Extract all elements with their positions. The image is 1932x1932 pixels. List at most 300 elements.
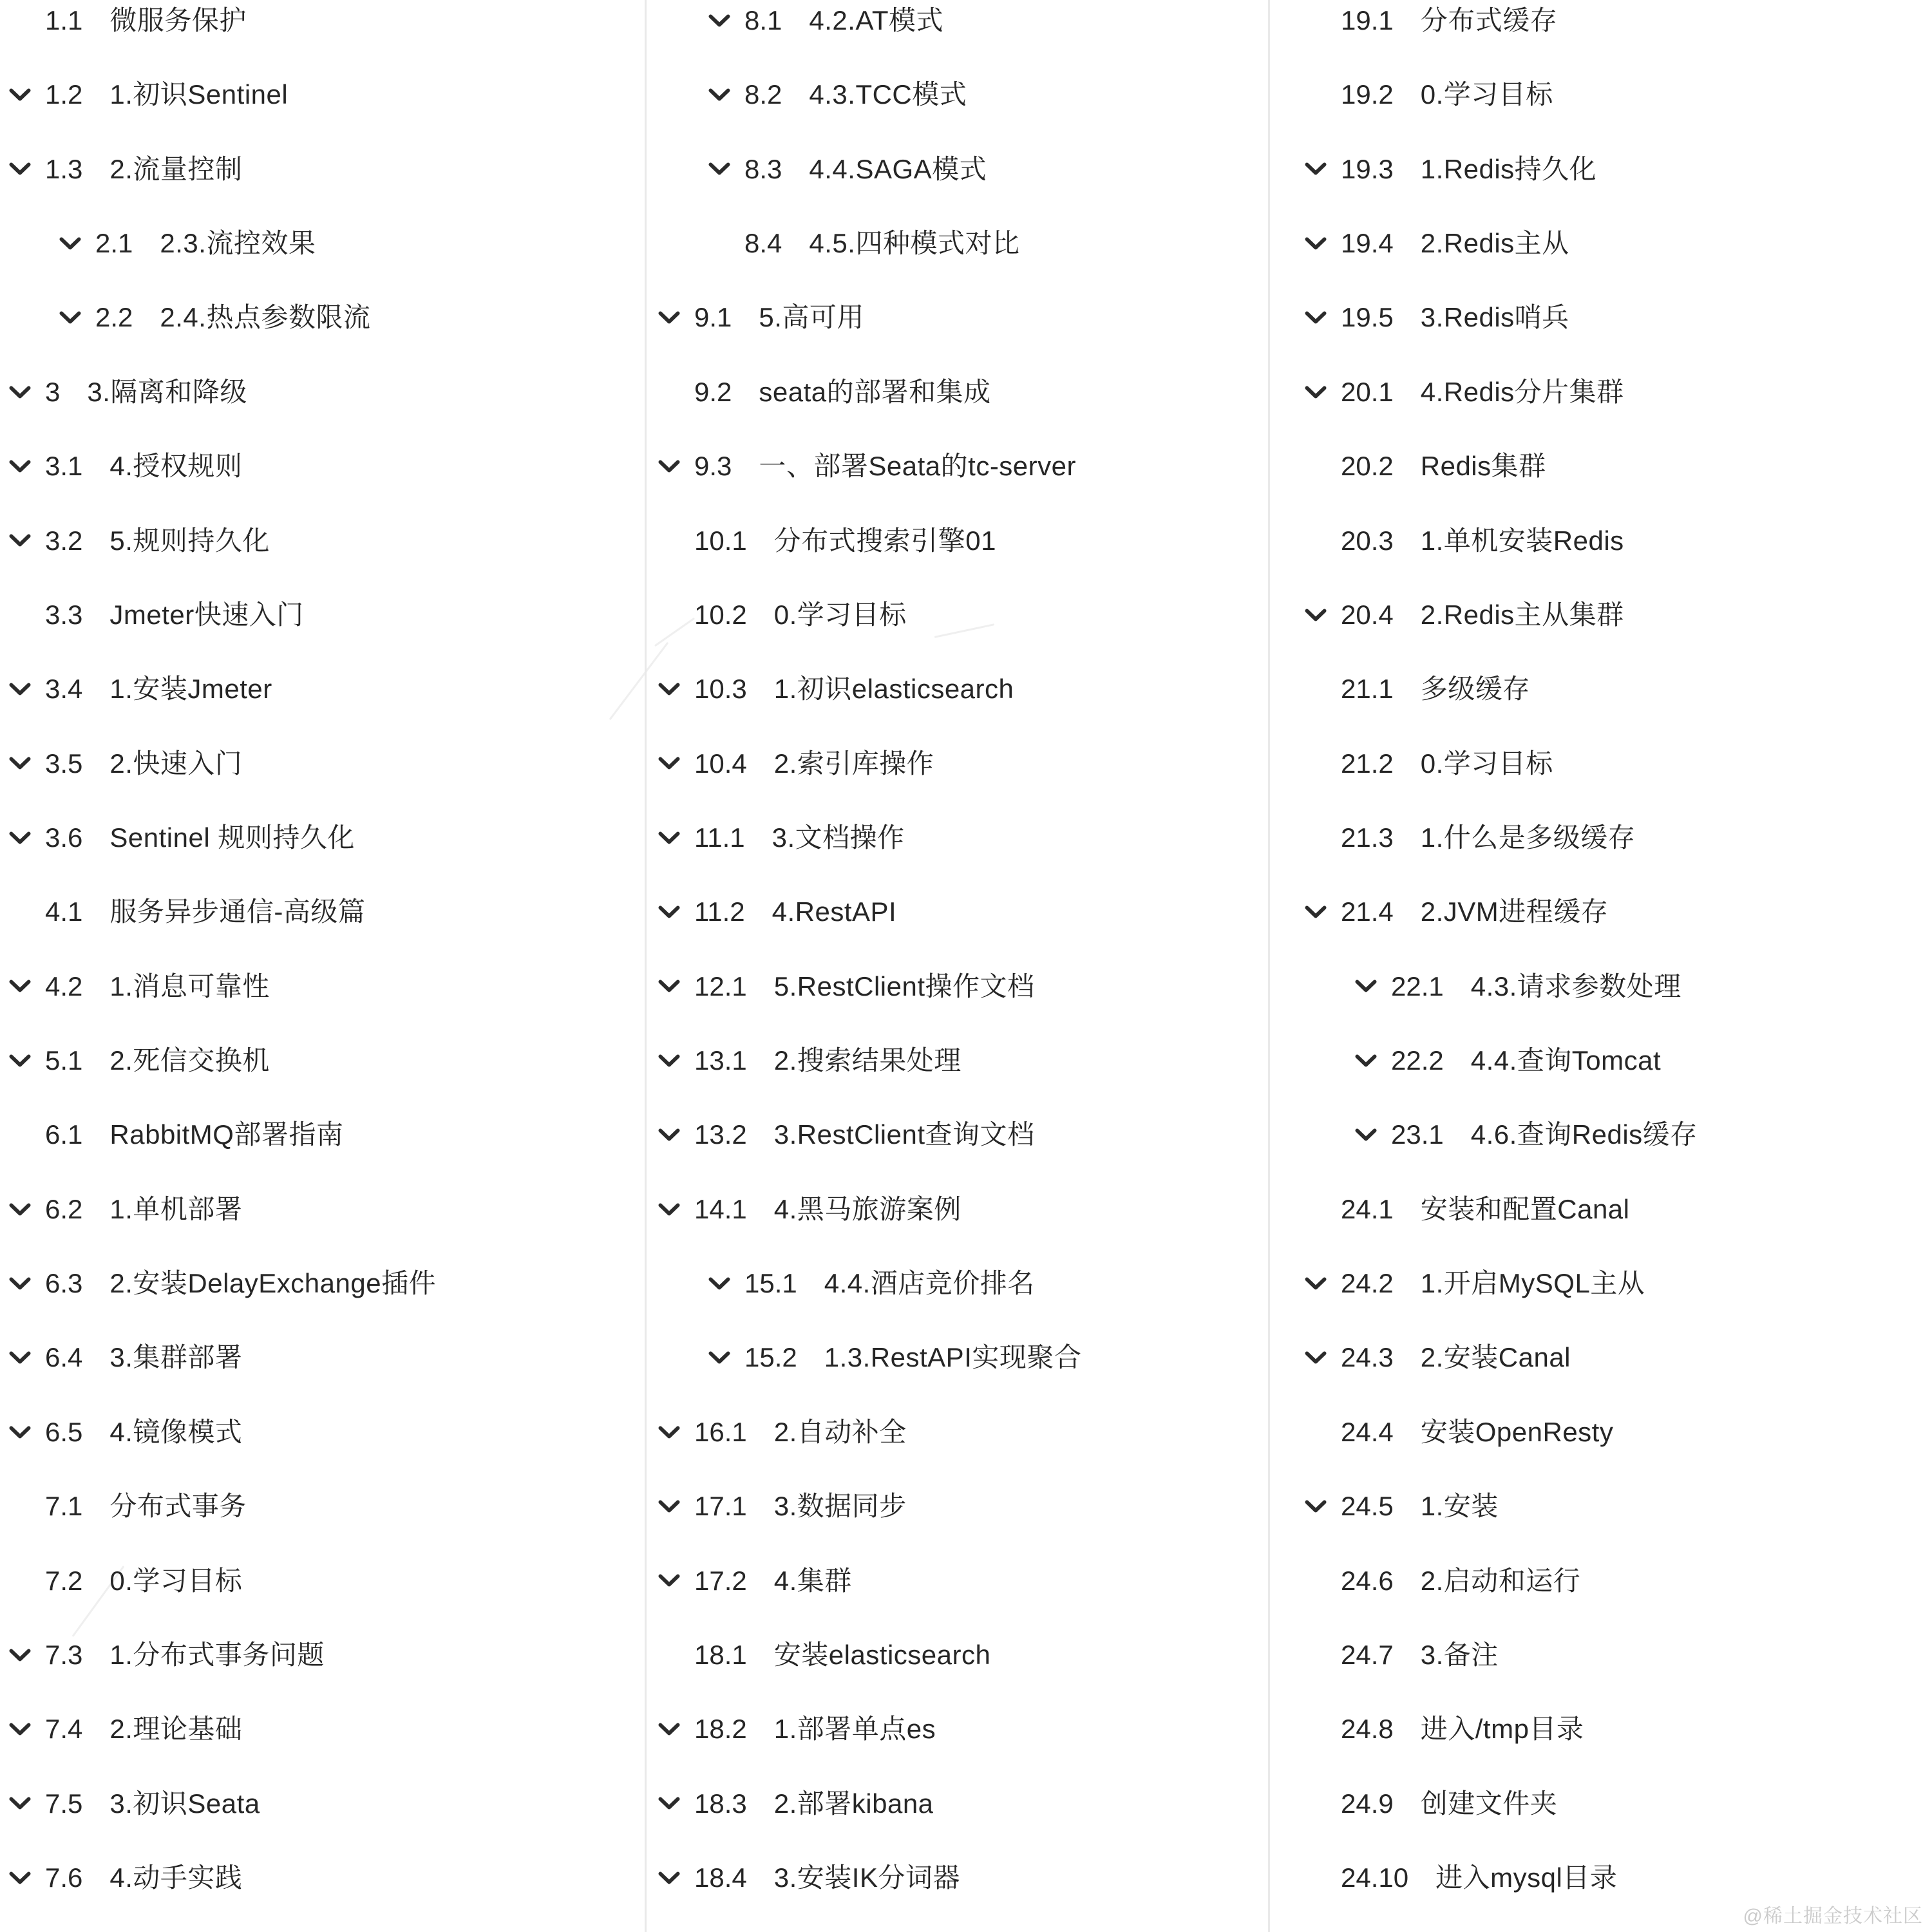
chevron-down-icon[interactable] xyxy=(658,757,694,770)
toc-item-title: 3.隔离和降级 xyxy=(87,376,247,407)
toc-item-title: 进入/tmp目录 xyxy=(1420,1714,1584,1745)
toc-item-number: 24.3 xyxy=(1341,1342,1394,1373)
toc-item[interactable] xyxy=(658,821,905,855)
toc-item-number: 19.5 xyxy=(1341,302,1394,333)
chevron-down-icon[interactable] xyxy=(1305,1277,1341,1291)
toc-item-title: 3.初识Seata xyxy=(109,1788,260,1819)
chevron-down-icon[interactable] xyxy=(658,534,694,547)
toc-item-number: 7.2 xyxy=(45,1565,83,1596)
toc-item[interactable] xyxy=(9,1193,242,1227)
toc-item-number: 7.6 xyxy=(45,1862,83,1893)
watermark-text: @稀土掘金技术社区 xyxy=(1743,1906,1923,1927)
toc-item-number: 18.2 xyxy=(694,1714,747,1745)
chevron-down-icon[interactable] xyxy=(708,1351,744,1365)
toc-item-number: 2.2 xyxy=(95,302,133,333)
toc-item-number: 7.4 xyxy=(45,1714,83,1745)
toc-item[interactable] xyxy=(658,1861,960,1895)
chevron-down-icon[interactable] xyxy=(1355,1054,1391,1068)
chevron-down-icon[interactable] xyxy=(9,1797,45,1810)
toc-item[interactable] xyxy=(1305,78,1553,112)
toc-item-number: 1.1 xyxy=(45,5,83,35)
toc-item-number: 24.9 xyxy=(1341,1788,1394,1819)
toc-item[interactable] xyxy=(9,746,242,781)
chevron-down-icon[interactable] xyxy=(658,1425,694,1439)
chevron-down-icon[interactable] xyxy=(1305,162,1341,176)
toc-item-number: 16.1 xyxy=(694,1416,747,1447)
column-divider xyxy=(1268,0,1270,1932)
toc-item-title: RabbitMQ部署指南 xyxy=(109,1119,344,1150)
toc-item-number: 8.2 xyxy=(744,79,782,110)
toc-item-number: 8.1 xyxy=(744,5,782,35)
chevron-down-icon[interactable] xyxy=(9,14,45,28)
toc-item-title: 5.规则持久化 xyxy=(109,525,270,556)
chevron-down-icon[interactable] xyxy=(1305,1648,1341,1662)
chevron-down-icon[interactable] xyxy=(658,460,694,473)
toc-item-title: 4.Redis分片集群 xyxy=(1420,376,1624,407)
toc-item[interactable] xyxy=(1305,1638,1499,1672)
toc-item-title: 创建文件夹 xyxy=(1420,1788,1558,1819)
toc-item[interactable] xyxy=(9,152,242,186)
toc-column-3 xyxy=(1305,0,1923,1932)
chevron-down-icon[interactable] xyxy=(1305,237,1341,251)
toc-item-number: 10.4 xyxy=(694,748,747,779)
toc-item[interactable] xyxy=(1305,672,1530,706)
chevron-down-icon[interactable] xyxy=(9,1351,45,1365)
chevron-down-icon[interactable] xyxy=(1305,905,1341,919)
toc-item-number: 19.4 xyxy=(1341,227,1394,258)
toc-item-title: 1.分布式事务问题 xyxy=(109,1639,325,1670)
toc-item-title: 3.集群部署 xyxy=(109,1342,243,1373)
chevron-down-icon[interactable] xyxy=(1305,757,1341,770)
chevron-down-icon[interactable] xyxy=(708,162,744,176)
toc-item-title: 0.学习目标 xyxy=(1420,748,1553,779)
chevron-down-icon[interactable] xyxy=(9,385,45,399)
toc-item[interactable] xyxy=(9,598,304,632)
toc-item-number: 10.3 xyxy=(694,673,747,704)
chevron-down-icon[interactable] xyxy=(1305,1500,1341,1513)
toc-item[interactable] xyxy=(658,746,934,781)
toc-item[interactable] xyxy=(1305,1564,1580,1598)
toc-item[interactable] xyxy=(9,1267,436,1301)
toc-item-title: 4.2.AT模式 xyxy=(809,5,943,35)
toc-item-title: 4.4.酒店竞价排名 xyxy=(824,1267,1035,1298)
toc-item[interactable] xyxy=(9,375,247,410)
chevron-down-icon[interactable] xyxy=(1305,683,1341,696)
chevron-down-icon[interactable] xyxy=(708,237,744,251)
toc-item-title: 安装和配置Canal xyxy=(1420,1193,1630,1224)
toc-item[interactable] xyxy=(9,672,272,706)
chevron-down-icon[interactable] xyxy=(9,1202,45,1216)
toc-item-number: 6.3 xyxy=(45,1267,83,1298)
chevron-down-icon[interactable] xyxy=(59,311,95,325)
chevron-down-icon[interactable] xyxy=(658,1723,694,1736)
chevron-down-icon[interactable] xyxy=(9,1574,45,1587)
chevron-down-icon[interactable] xyxy=(1305,311,1341,325)
toc-item-title: 2.理论基础 xyxy=(109,1714,243,1745)
toc-item-number: 18.4 xyxy=(694,1862,747,1893)
toc-item-title: 1.3.RestAPI实现聚合 xyxy=(824,1342,1082,1373)
toc-item-title: 多级缓存 xyxy=(1420,673,1530,704)
toc-item[interactable] xyxy=(9,969,270,1003)
toc-item-number: 21.1 xyxy=(1341,673,1394,704)
chevron-down-icon[interactable] xyxy=(658,831,694,844)
toc-item-number: 20.3 xyxy=(1341,525,1394,556)
toc-item-number: 7.1 xyxy=(45,1490,83,1521)
toc-item-number: 24.10 xyxy=(1341,1862,1409,1893)
toc-item[interactable] xyxy=(1305,1861,1617,1895)
toc-item-title: 4.镜像模式 xyxy=(109,1416,243,1447)
toc-item-title: 分布式事务 xyxy=(109,1490,247,1521)
toc-item-number: 9.3 xyxy=(694,450,732,481)
chevron-down-icon[interactable] xyxy=(9,757,45,770)
toc-item-title: 2.索引库操作 xyxy=(773,748,934,779)
toc-item-number: 18.1 xyxy=(694,1639,747,1670)
toc-item-number: 24.5 xyxy=(1341,1490,1394,1521)
toc-item-title: 0.学习目标 xyxy=(109,1565,243,1596)
toc-item-title: 2.启动和运行 xyxy=(1420,1565,1581,1596)
chevron-down-icon[interactable] xyxy=(708,14,744,28)
toc-item-title: 1.初识elasticsearch xyxy=(773,673,1014,704)
toc-item[interactable] xyxy=(9,1564,242,1598)
toc-item-number: 11.2 xyxy=(694,896,745,927)
toc-item-number: 6.4 xyxy=(45,1342,83,1373)
toc-item-title: 2.3.流控效果 xyxy=(160,227,316,258)
toc-item-number: 24.4 xyxy=(1341,1416,1394,1447)
chevron-down-icon[interactable] xyxy=(1305,1871,1341,1885)
toc-item-number: 24.1 xyxy=(1341,1193,1394,1224)
chevron-down-icon[interactable] xyxy=(9,88,45,102)
toc-item-title: 5.高可用 xyxy=(759,302,864,333)
toc-item[interactable] xyxy=(658,1416,907,1450)
chevron-down-icon[interactable] xyxy=(658,1648,694,1662)
chevron-down-icon[interactable] xyxy=(9,831,45,844)
toc-item[interactable] xyxy=(1305,4,1557,38)
toc-item-number: 20.1 xyxy=(1341,376,1394,407)
toc-item-number: 9.1 xyxy=(694,302,732,333)
chevron-down-icon[interactable] xyxy=(9,905,45,919)
toc-item-title: 一、部署Seata的tc-server xyxy=(759,450,1076,481)
toc-item-number: 7.5 xyxy=(45,1788,83,1819)
chevron-down-icon[interactable] xyxy=(1305,1425,1341,1439)
toc-item[interactable] xyxy=(59,301,370,335)
toc-item-title: 3.Redis哨兵 xyxy=(1420,302,1569,333)
chevron-down-icon[interactable] xyxy=(9,1425,45,1439)
toc-item[interactable] xyxy=(9,4,247,38)
toc-item-number: 3.5 xyxy=(45,748,83,779)
toc-item-number: 22.2 xyxy=(1391,1045,1444,1075)
toc-item-number: 4.2 xyxy=(45,971,83,1001)
toc-item[interactable] xyxy=(658,598,907,632)
toc-item-number: 5.1 xyxy=(45,1045,83,1075)
toc-item[interactable] xyxy=(9,1712,242,1747)
toc-item-number: 14.1 xyxy=(694,1193,747,1224)
chevron-down-icon[interactable] xyxy=(9,683,45,696)
toc-item-title: 5.RestClient操作文档 xyxy=(773,971,1035,1001)
chevron-down-icon[interactable] xyxy=(658,1128,694,1142)
chevron-down-icon[interactable] xyxy=(1305,88,1341,102)
toc-item-title: 4.5.四种模式对比 xyxy=(809,227,1020,258)
toc-item[interactable] xyxy=(1305,1267,1645,1301)
toc-item-title: 2.JVM进程缓存 xyxy=(1420,896,1609,927)
chevron-down-icon[interactable] xyxy=(9,460,45,473)
chevron-down-icon[interactable] xyxy=(9,980,45,993)
chevron-down-icon[interactable] xyxy=(658,980,694,993)
toc-item-title: 3.安装IK分词器 xyxy=(773,1862,960,1893)
toc-item[interactable] xyxy=(708,227,1019,261)
toc-item-number: 23.1 xyxy=(1391,1119,1444,1150)
toc-item[interactable] xyxy=(658,895,896,929)
toc-item-number: 1.2 xyxy=(45,79,83,110)
chevron-down-icon[interactable] xyxy=(1305,460,1341,473)
chevron-down-icon[interactable] xyxy=(59,237,95,251)
toc-item-number: 13.2 xyxy=(694,1119,747,1150)
toc-item-title: 1.单机安装Redis xyxy=(1420,525,1624,556)
toc-item-title: 2.Redis主从集群 xyxy=(1420,599,1624,630)
toc-item-title: 3.RestClient查询文档 xyxy=(773,1119,1035,1150)
chevron-down-icon[interactable] xyxy=(1305,1202,1341,1216)
toc-item[interactable] xyxy=(1355,969,1681,1003)
toc-item[interactable] xyxy=(9,524,270,558)
chevron-down-icon[interactable] xyxy=(658,905,694,919)
toc-item-number: 20.2 xyxy=(1341,450,1394,481)
toc-item-number: 1.3 xyxy=(45,153,83,184)
toc-item-number: 6.2 xyxy=(45,1193,83,1224)
toc-item-number: 20.4 xyxy=(1341,599,1394,630)
toc-item-title: 1.什么是多级缓存 xyxy=(1420,822,1636,853)
toc-item[interactable] xyxy=(9,1341,242,1375)
toc-item[interactable] xyxy=(658,1786,934,1821)
toc-item[interactable] xyxy=(658,672,1014,706)
toc-item[interactable] xyxy=(658,524,996,558)
toc-item-number: 22.1 xyxy=(1391,971,1444,1001)
toc-item[interactable] xyxy=(658,375,991,410)
toc-item[interactable] xyxy=(658,301,864,335)
toc-item-number: 7.3 xyxy=(45,1639,83,1670)
chevron-down-icon[interactable] xyxy=(1355,1128,1391,1142)
toc-item[interactable] xyxy=(658,1193,961,1227)
toc-item[interactable] xyxy=(9,821,355,855)
toc-item[interactable] xyxy=(9,1044,270,1078)
chevron-down-icon[interactable] xyxy=(658,608,694,621)
toc-item[interactable] xyxy=(658,1564,852,1598)
toc-item[interactable] xyxy=(658,1044,961,1078)
toc-item[interactable] xyxy=(1305,895,1608,929)
toc-item-number: 3 xyxy=(45,376,61,407)
toc-item-title: 4.3.TCC模式 xyxy=(809,79,967,110)
toc-item-title: 1.Redis持久化 xyxy=(1420,153,1597,184)
chevron-down-icon[interactable] xyxy=(658,1202,694,1216)
toc-item-number: 19.1 xyxy=(1341,5,1394,35)
toc-item[interactable] xyxy=(1305,524,1624,558)
toc-item-number: 18.3 xyxy=(694,1788,747,1819)
toc-item-number: 24.8 xyxy=(1341,1714,1394,1745)
chevron-down-icon[interactable] xyxy=(1305,14,1341,28)
toc-item[interactable] xyxy=(658,969,1035,1003)
toc-item-title: 2.自动补全 xyxy=(773,1416,907,1447)
toc-item[interactable] xyxy=(1305,227,1569,261)
toc-item-title: 2.流量控制 xyxy=(109,153,243,184)
toc-item-number: 15.2 xyxy=(744,1342,797,1373)
toc-item-number: 11.1 xyxy=(694,822,745,853)
toc-item-title: 1.消息可靠性 xyxy=(109,971,270,1001)
toc-item-number: 2.1 xyxy=(95,227,133,258)
toc-item-title: 4.3.请求参数处理 xyxy=(1470,971,1681,1001)
toc-item[interactable] xyxy=(9,78,288,112)
toc-item[interactable] xyxy=(658,1490,907,1524)
toc-item[interactable] xyxy=(658,1638,990,1672)
toc-item-title: 2.4.热点参数限流 xyxy=(160,302,371,333)
toc-item-title: 服务异步通信-高级篇 xyxy=(109,896,366,927)
chevron-down-icon[interactable] xyxy=(708,1277,744,1291)
chevron-down-icon[interactable] xyxy=(658,311,694,325)
toc-item[interactable] xyxy=(1305,1193,1630,1227)
chevron-down-icon[interactable] xyxy=(9,1054,45,1068)
chevron-down-icon[interactable] xyxy=(1305,1723,1341,1736)
toc-item-number: 19.3 xyxy=(1341,153,1394,184)
chevron-down-icon[interactable] xyxy=(1305,831,1341,844)
toc-item-title: 2.安装Canal xyxy=(1420,1342,1571,1373)
toc-item[interactable] xyxy=(1305,152,1596,186)
toc-item-number: 4.1 xyxy=(45,896,83,927)
chevron-down-icon[interactable] xyxy=(1305,608,1341,621)
toc-item-title: 4.动手实践 xyxy=(109,1862,243,1893)
toc-item-title: 安装OpenResty xyxy=(1420,1416,1614,1447)
toc-item-number: 13.1 xyxy=(694,1045,747,1075)
chevron-down-icon[interactable] xyxy=(9,608,45,621)
toc-item[interactable] xyxy=(1355,1044,1661,1078)
toc-item-number: 8.3 xyxy=(744,153,782,184)
toc-item-title: Redis集群 xyxy=(1420,450,1546,481)
toc-column-1 xyxy=(9,0,640,1932)
toc-item-title: 2.Redis主从 xyxy=(1420,227,1569,258)
chevron-down-icon[interactable] xyxy=(9,1723,45,1736)
toc-item[interactable] xyxy=(708,78,967,112)
chevron-down-icon[interactable] xyxy=(1305,1574,1341,1587)
toc-item[interactable] xyxy=(1305,1490,1499,1524)
toc-item-number: 3.3 xyxy=(45,599,83,630)
toc-item[interactable] xyxy=(1305,1416,1613,1450)
toc-item-number: 24.6 xyxy=(1341,1565,1394,1596)
chevron-down-icon[interactable] xyxy=(1305,385,1341,399)
toc-item-title: 2.搜索结果处理 xyxy=(773,1045,961,1075)
toc-item-number: 3.1 xyxy=(45,450,83,481)
toc-item-title: 2.快速入门 xyxy=(109,748,243,779)
toc-item[interactable] xyxy=(1305,1712,1584,1747)
chevron-down-icon[interactable] xyxy=(1355,980,1391,993)
chevron-down-icon[interactable] xyxy=(658,385,694,399)
toc-item-number: 3.6 xyxy=(45,822,83,853)
toc-item[interactable] xyxy=(708,4,943,38)
toc-item[interactable] xyxy=(1305,821,1635,855)
toc-item[interactable] xyxy=(658,1712,936,1747)
toc-item-number: 10.1 xyxy=(694,525,747,556)
toc-item[interactable] xyxy=(9,895,365,929)
toc-item[interactable] xyxy=(9,1638,325,1672)
toc-item[interactable] xyxy=(658,1118,1035,1152)
toc-item-title: 分布式搜索引擎01 xyxy=(773,525,996,556)
toc-item[interactable] xyxy=(9,1861,242,1895)
toc-item-title: 分布式缓存 xyxy=(1420,5,1558,35)
toc-item-title: 4.授权规则 xyxy=(109,450,243,481)
toc-item[interactable] xyxy=(1305,450,1546,484)
toc-item[interactable] xyxy=(708,1341,1081,1375)
chevron-down-icon[interactable] xyxy=(1305,1351,1341,1365)
toc-item-number: 10.2 xyxy=(694,599,747,630)
chevron-down-icon[interactable] xyxy=(9,1277,45,1291)
toc-item-title: 4.集群 xyxy=(773,1565,852,1596)
toc-item[interactable] xyxy=(1355,1118,1698,1152)
toc-item[interactable] xyxy=(59,227,316,261)
toc-item-title: 4.4.查询Tomcat xyxy=(1470,1045,1662,1075)
toc-item-title: 1.开启MySQL主从 xyxy=(1420,1267,1645,1298)
toc-item-number: 24.2 xyxy=(1341,1267,1394,1298)
chevron-down-icon[interactable] xyxy=(658,1574,694,1587)
toc-item-number: 17.1 xyxy=(694,1490,747,1521)
toc-item[interactable] xyxy=(1305,375,1624,410)
toc-item-number: 21.4 xyxy=(1341,896,1394,927)
chevron-down-icon[interactable] xyxy=(9,534,45,547)
toc-item[interactable] xyxy=(9,1786,260,1821)
toc-item[interactable] xyxy=(9,1118,343,1152)
chevron-down-icon[interactable] xyxy=(1305,1797,1341,1810)
toc-item-title: seata的部署和集成 xyxy=(759,376,991,407)
chevron-down-icon[interactable] xyxy=(9,1128,45,1142)
toc-item-title: 4.黑马旅游案例 xyxy=(773,1193,961,1224)
toc-item[interactable] xyxy=(1305,1341,1571,1375)
toc-item[interactable] xyxy=(9,1490,247,1524)
toc-item-number: 6.5 xyxy=(45,1416,83,1447)
chevron-down-icon[interactable] xyxy=(658,1500,694,1513)
toc-item-title: 0.学习目标 xyxy=(1420,79,1553,110)
chevron-down-icon[interactable] xyxy=(9,162,45,176)
toc-item-title: 进入mysql目录 xyxy=(1435,1862,1618,1893)
toc-item-title: 安装elasticsearch xyxy=(773,1639,991,1670)
toc-item-title: Sentinel 规则持久化 xyxy=(109,822,355,853)
chevron-down-icon[interactable] xyxy=(9,1648,45,1662)
chevron-down-icon[interactable] xyxy=(658,1054,694,1068)
toc-item-number: 3.4 xyxy=(45,673,83,704)
toc-item-title: 4.4.SAGA模式 xyxy=(809,153,987,184)
chevron-down-icon[interactable] xyxy=(9,1500,45,1513)
toc-item-title: 1.初识Sentinel xyxy=(109,79,289,110)
chevron-down-icon[interactable] xyxy=(708,88,744,102)
toc-item[interactable] xyxy=(1305,1786,1557,1821)
toc-item[interactable] xyxy=(708,152,987,186)
toc-item[interactable] xyxy=(9,1416,242,1450)
toc-item[interactable] xyxy=(9,450,242,484)
chevron-down-icon[interactable] xyxy=(658,683,694,696)
toc-item-number: 15.1 xyxy=(744,1267,797,1298)
toc-item-number: 24.7 xyxy=(1341,1639,1394,1670)
toc-item[interactable] xyxy=(1305,746,1553,781)
chevron-down-icon[interactable] xyxy=(658,1871,694,1885)
toc-item-title: 3.备注 xyxy=(1420,1639,1499,1670)
toc-item-title: 4.6.查询Redis缓存 xyxy=(1470,1119,1698,1150)
toc-item-title: 0.学习目标 xyxy=(773,599,907,630)
toc-item-number: 21.2 xyxy=(1341,748,1394,779)
toc-column-2 xyxy=(658,0,1264,1932)
toc-item-title: Jmeter快速入门 xyxy=(109,599,304,630)
chevron-down-icon[interactable] xyxy=(1305,534,1341,547)
toc-item-number: 6.1 xyxy=(45,1119,83,1150)
toc-item[interactable] xyxy=(658,450,1076,484)
toc-item[interactable] xyxy=(1305,301,1569,335)
toc-item[interactable] xyxy=(708,1267,1035,1301)
toc-item[interactable] xyxy=(1305,598,1624,632)
chevron-down-icon[interactable] xyxy=(658,1797,694,1810)
chevron-down-icon[interactable] xyxy=(9,1871,45,1885)
toc-item-number: 3.2 xyxy=(45,525,83,556)
